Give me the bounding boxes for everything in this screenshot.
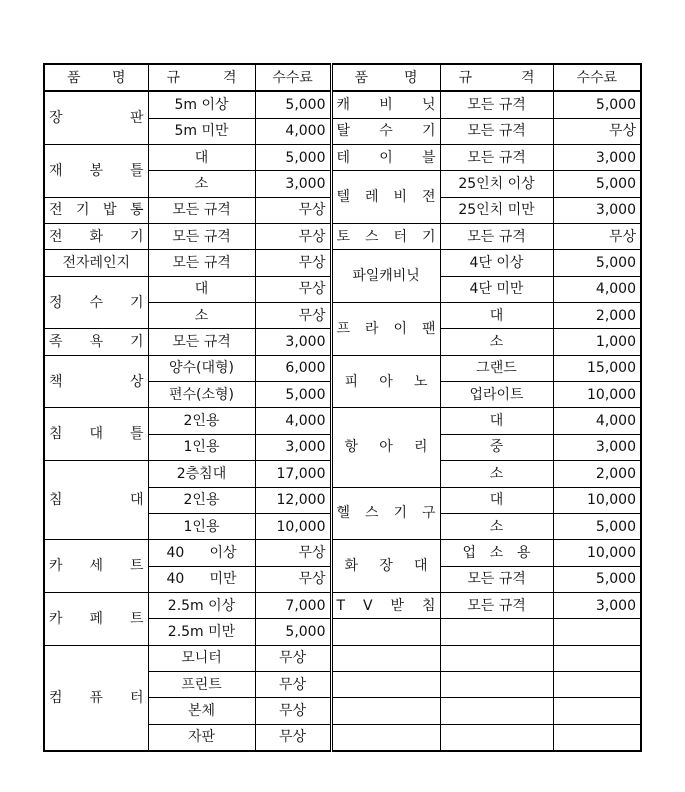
header-item-right: 품 명 (331, 64, 440, 91)
spec-cell: 모니터 (148, 645, 255, 671)
fee-cell: 무상 (255, 698, 331, 724)
empty-cell (440, 671, 553, 697)
fee-cell: 5,000 (255, 619, 331, 645)
fee-cell: 3,000 (553, 592, 641, 618)
item-dresser: 화 장 대 (331, 540, 440, 593)
item-toaster: 토 스 터 기 (331, 224, 440, 250)
spec-cell: 소 (440, 513, 553, 539)
item-microwave: 전자레인지 (44, 250, 148, 276)
spec-cell: 25인치 이상 (440, 171, 553, 197)
table-row (44, 408, 641, 434)
empty-cell (331, 671, 440, 697)
table-row (44, 250, 641, 276)
fee-cell: 12,000 (255, 487, 331, 513)
table-row (44, 224, 641, 250)
spec-cell: 5m 이상 (148, 91, 255, 118)
fee-cell: 4,000 (553, 276, 641, 302)
spec-cell: 모든 규격 (440, 145, 553, 171)
fee-cell: 3,000 (553, 145, 641, 171)
spec-cell: 1인용 (148, 434, 255, 460)
fee-cell: 무상 (553, 118, 641, 144)
spec-cell: 편수(소형) (148, 382, 255, 408)
fee-cell: 3,000 (553, 434, 641, 460)
fee-cell: 무상 (255, 276, 331, 302)
empty-cell (440, 698, 553, 724)
item-desk: 책 상 (44, 355, 148, 408)
header-spec-right: 규 격 (440, 64, 553, 91)
item-tv: 텔 레 비 젼 (331, 171, 440, 224)
spec-cell: 40 미만 (148, 566, 255, 592)
fee-cell: 무상 (255, 566, 331, 592)
fee-cell: 5,000 (553, 566, 641, 592)
item-tvstand: T V 받 침 (331, 592, 440, 618)
item-spa: 족 욕 기 (44, 329, 148, 355)
fee-cell: 5,000 (255, 145, 331, 171)
fee-cell: 17,000 (255, 461, 331, 487)
table-row (44, 145, 641, 171)
fee-cell: 5,000 (553, 513, 641, 539)
table-row (44, 355, 641, 381)
spec-cell: 자판 (148, 724, 255, 751)
spec-cell: 업 소 용 (440, 540, 553, 566)
spec-cell: 모든 규격 (440, 592, 553, 618)
spec-cell: 25인치 미만 (440, 197, 553, 223)
fee-cell: 4,000 (255, 408, 331, 434)
fee-cell: 무상 (255, 671, 331, 697)
item-jangpan: 장 판 (44, 91, 148, 144)
empty-cell (440, 724, 553, 751)
empty-cell (440, 645, 553, 671)
spec-cell: 2.5m 미만 (148, 619, 255, 645)
spec-cell: 모든 규격 (148, 224, 255, 250)
item-jar: 항 아 리 (331, 408, 440, 487)
fee-cell: 4,000 (255, 118, 331, 144)
empty-cell (331, 619, 440, 645)
header-item-left: 품 명 (44, 64, 148, 91)
spec-cell: 양수(대형) (148, 355, 255, 381)
table-row (44, 592, 641, 618)
fee-cell: 무상 (255, 250, 331, 276)
fee-cell: 15,000 (553, 355, 641, 381)
empty-cell (553, 724, 641, 751)
fee-cell: 5,000 (553, 171, 641, 197)
empty-cell (553, 671, 641, 697)
spec-cell: 소 (148, 171, 255, 197)
fee-cell: 무상 (255, 197, 331, 223)
item-dehydrator: 탈 수 기 (331, 118, 440, 144)
spec-cell: 2인용 (148, 487, 255, 513)
spec-cell: 업라이트 (440, 382, 553, 408)
fee-cell: 10,000 (553, 487, 641, 513)
empty-cell (440, 619, 553, 645)
fee-cell: 3,000 (255, 329, 331, 355)
fee-cell: 1,000 (553, 329, 641, 355)
header-fee-right: 수수료 (553, 64, 641, 91)
fee-cell: 10,000 (553, 382, 641, 408)
spec-cell: 1인용 (148, 513, 255, 539)
spec-cell: 그랜드 (440, 355, 553, 381)
spec-cell: 본체 (148, 698, 255, 724)
spec-cell: 2.5m 이상 (148, 592, 255, 618)
fee-cell: 10,000 (255, 513, 331, 539)
spec-cell: 모든 규격 (440, 224, 553, 250)
fee-cell: 5,000 (255, 382, 331, 408)
fee-cell: 무상 (255, 645, 331, 671)
fee-cell: 6,000 (255, 355, 331, 381)
item-carpet: 카 페 트 (44, 592, 148, 645)
empty-cell (331, 698, 440, 724)
fee-cell: 5,000 (553, 91, 641, 118)
spec-cell: 모든 규격 (148, 329, 255, 355)
spec-cell: 4단 이상 (440, 250, 553, 276)
item-cabinet: 캐 비 닛 (331, 91, 440, 118)
fee-cell: 7,000 (255, 592, 331, 618)
spec-cell: 모든 규격 (440, 118, 553, 144)
disposal-fee-table (43, 63, 642, 752)
spec-cell: 모든 규격 (148, 197, 255, 223)
spec-cell: 대 (440, 487, 553, 513)
spec-cell: 모든 규격 (148, 250, 255, 276)
item-piano: 피 아 노 (331, 355, 440, 408)
fee-cell: 무상 (255, 303, 331, 329)
empty-cell (331, 645, 440, 671)
item-filecabinet: 파일캐비닛 (331, 250, 440, 303)
item-cassette: 카 세 트 (44, 540, 148, 593)
spec-cell: 프린트 (148, 671, 255, 697)
item-bedframe: 침 대 틀 (44, 408, 148, 461)
empty-cell (331, 724, 440, 751)
spec-cell: 모든 규격 (440, 91, 553, 118)
spec-cell: 40 이상 (148, 540, 255, 566)
item-fitness: 헬 스 기 구 (331, 487, 440, 540)
spec-cell: 소 (440, 329, 553, 355)
fee-cell: 5,000 (255, 91, 331, 118)
item-computer: 컴 퓨 터 (44, 645, 148, 751)
empty-cell (553, 698, 641, 724)
fee-cell: 3,000 (255, 171, 331, 197)
spec-cell: 중 (440, 434, 553, 460)
item-table: 테 이 블 (331, 145, 440, 171)
spec-cell: 소 (440, 461, 553, 487)
item-jaebongteul: 재 봉 틀 (44, 145, 148, 198)
spec-cell: 소 (148, 303, 255, 329)
spec-cell: 대 (148, 276, 255, 302)
fee-cell: 무상 (553, 224, 641, 250)
table-row (44, 645, 641, 671)
table-row (44, 91, 641, 118)
header-spec-left: 규 격 (148, 64, 255, 91)
fee-cell: 2,000 (553, 303, 641, 329)
table-row (44, 540, 641, 566)
header-row (44, 64, 641, 91)
spec-cell: 2인용 (148, 408, 255, 434)
spec-cell: 대 (148, 145, 255, 171)
fee-cell: 4,000 (553, 408, 641, 434)
header-fee-left: 수수료 (255, 64, 331, 91)
spec-cell: 모든 규격 (440, 566, 553, 592)
fee-cell: 3,000 (553, 197, 641, 223)
empty-cell (553, 645, 641, 671)
fee-cell: 무상 (255, 724, 331, 751)
fee-cell: 5,000 (553, 250, 641, 276)
item-ricecooker: 전 기 밥 통 (44, 197, 148, 223)
item-purifier: 정 수 기 (44, 276, 148, 329)
fee-cell: 10,000 (553, 540, 641, 566)
spec-cell: 대 (440, 408, 553, 434)
fee-cell: 2,000 (553, 461, 641, 487)
empty-cell (553, 619, 641, 645)
spec-cell: 대 (440, 303, 553, 329)
item-bed: 침 대 (44, 461, 148, 540)
fee-cell: 3,000 (255, 434, 331, 460)
item-phone: 전 화 기 (44, 224, 148, 250)
spec-cell: 5m 미만 (148, 118, 255, 144)
item-fryingpan: 프 라 이 팬 (331, 303, 440, 356)
fee-cell: 무상 (255, 540, 331, 566)
spec-cell: 2층침대 (148, 461, 255, 487)
fee-cell: 무상 (255, 224, 331, 250)
spec-cell: 4단 미만 (440, 276, 553, 302)
